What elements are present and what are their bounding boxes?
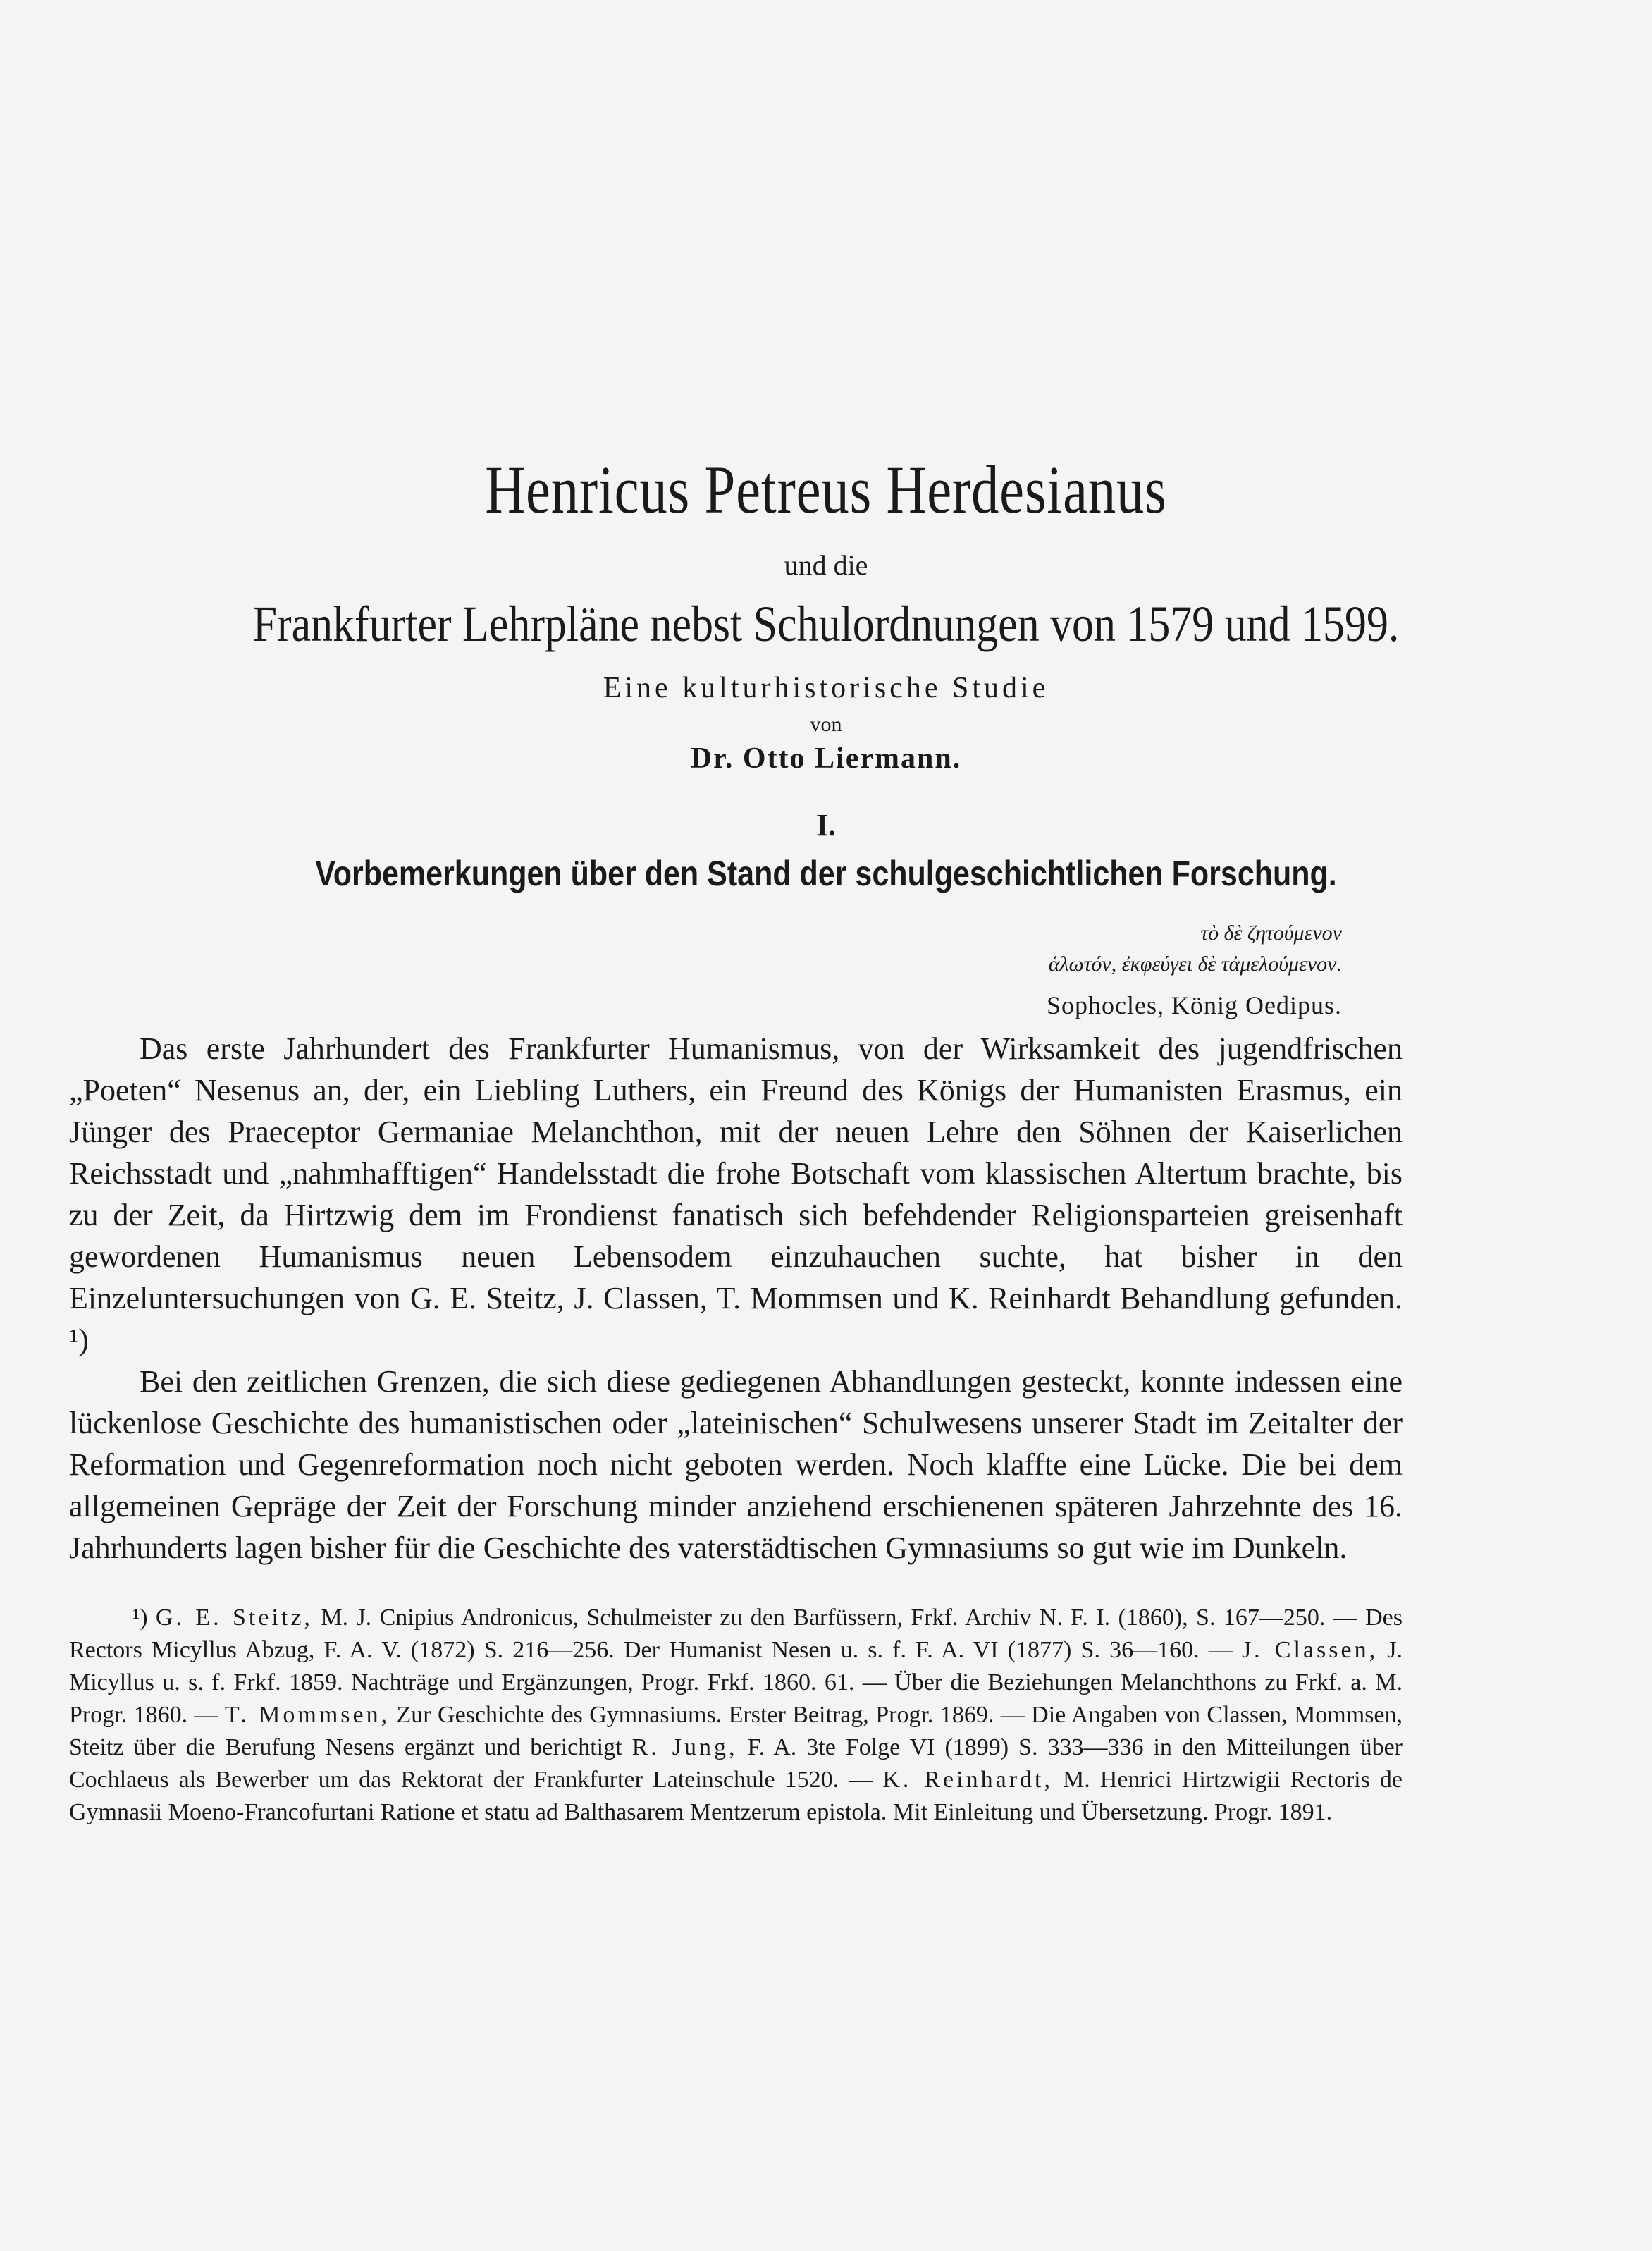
- footnote-text: M. Henrici Hirtzwigii Rectoris de Gymnasii Moeno-Francofurtani Ratione et statu ad Balthasarem Mentzerum epistola. Mit Einleitung und Übersetzung. Progr. 1891.: [69, 1767, 1403, 1825]
- epigraph: [1047, 918, 1342, 1021]
- study-line: Eine kulturhistorische Studie: [603, 672, 1049, 704]
- footnote-text: Zur Geschichte des Gymnasiums. Erster Beitrag, Progr. 1869. — Die Angaben von Classen, Mommsen, Steitz über die Berufung Nesens ergänzt und berichtigt: [69, 1702, 1403, 1760]
- paragraph: Bei den zeitlichen Grenzen, die sich diese gediegenen Abhandlungen gesteckt, konnte indessen eine lückenlose Geschichte des humanistischen oder „lateinischen“ Schulwesens unserer Stadt im Zeitalter der Reformation und Gegenreformation noch nicht geboten werden. Noch klaffte eine Lücke. Die bei dem allgemeinen Gepräge der Zeit der Forschung minder anziehend erschienenen späteren Jahrzehnte des 16. Jahrhunderts lagen bisher für die Geschichte des vaterstädtischen Gymnasiums so gut wie im Dunkeln.: [69, 1364, 1403, 1565]
- body-text: [69, 1028, 1403, 1569]
- by-line: von: [810, 713, 842, 736]
- footnote-text: J. Micyllus u. s. f. Frkf. 1859. Nachträge und Ergänzungen, Progr. Frkf. 1860. 61. — Über die Beziehungen Melanchthons zu Frkf. a. M. Progr. 1860. —: [69, 1637, 1403, 1728]
- footnote-author-jung: R. Jung,: [631, 1734, 738, 1760]
- footnote-marker: ¹): [132, 1605, 148, 1631]
- author-name: Dr. Otto Liermann.: [690, 742, 962, 775]
- epigraph-source: Sophocles, König Oedipus.: [1047, 991, 1342, 1019]
- title-conjunction: und die: [784, 549, 868, 581]
- section-heading: Vorbemerkungen über den Stand der schulgeschichtlichen Forschung.: [315, 854, 1337, 893]
- epigraph-line-1: τὸ δὲ ζητούμενον: [1200, 921, 1342, 945]
- footnote-author-steitz: G. E. Steitz,: [155, 1605, 313, 1631]
- section-number: I.: [815, 808, 837, 842]
- footnote-text: M. J. Cnipius Andronicus, Schulmeister zu den Barfüssern, Frkf. Archiv N. F. I. (1860), S. 167—250. — Des Rectors Micyllus Abzug, F. A. V. (1872) S. 216—256. Der Humanist Nesen u. s. f. F. A. VI (1877) S. 36—160. —: [69, 1605, 1403, 1663]
- paragraph: Das erste Jahrhundert des Frankfurter Humanismus, von der Wirksamkeit des jugendfrischen „Poeten“ Nesenus an, der, ein Liebling Luthers, ein Freund des Königs der Humanisten Erasmus, ein Jünger des Praeceptor Germaniae Melanchthon, mit der neuen Lehre den Söhnen der Kaiserlichen Reichsstadt und „nahmhafftigen“ Handelsstadt die frohe Botschaft vom klassischen Altertum brachte, bis zu der Zeit, da Hirtzwig dem im Frondienst fanatisch sich befehdender Religionsparteien greisenhaft gewordenen Humanismus neuen Lebensodem einzuhauchen suchte, hat bisher in den Einzeluntersuchungen von G. E. Steitz, J. Classen, T. Mommsen und K. Reinhardt Behandlung gefunden. ¹): [69, 1031, 1403, 1357]
- document-subtitle: Frankfurter Lehrpläne nebst Schulordnungen von 1579 und 1599.: [252, 596, 1400, 652]
- footnote-author-reinhardt: K. Reinhardt,: [882, 1767, 1053, 1793]
- footnote: [69, 1602, 1403, 1829]
- footnote-author-classen: J. Classen,: [1241, 1637, 1379, 1663]
- footnotes: [69, 1602, 1403, 1829]
- epigraph-line-2: ἁλωτόν, ἐκφεύγει δὲ τἀμελούμενον.: [1048, 952, 1342, 976]
- footnote-author-mommsen: T. Mommsen,: [224, 1702, 390, 1728]
- footnote-text: F. A. 3te Folge VI (1899) S. 333—336 in den Mitteilungen über Cochlaeus als Bewerber um das Rektorat der Frankfurter Lateinschule 1520. —: [69, 1734, 1403, 1793]
- document-title: Henricus Petreus Herdesianus: [485, 452, 1167, 527]
